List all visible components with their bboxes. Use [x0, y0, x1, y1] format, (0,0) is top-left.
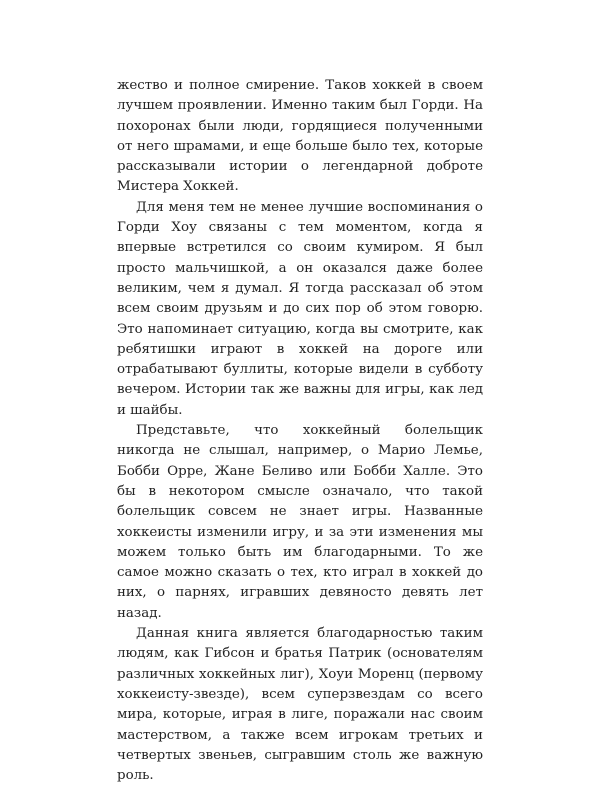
body-text [117, 76, 483, 786]
paragraph-memories: Для меня тем не менее лучшие воспоминания о Горди Хоу связаны с тем моментом, когда я впервые встретился со своим кумиром. Я был просто мальчишкой, а он оказался даже более великим, чем я думал. Я тогда рассказал об этом всем своим друзьям и до сих пор об этом говорю. Это напоминает ситуацию, когда вы смотрите, как ребятишки играют в хоккей на дороге или отрабатывают буллиты, которые видели в субботу вечером. Истории так же важны для игры, как лед и шайбы. [117, 199, 483, 418]
paragraph-imagine: Представьте, что хоккейный болельщик никогда не слышал, например, о Марио Лемье, Бобби Орре, Жане Беливо или Бобби Халле. Это бы в некотором смысле означало, что такой болельщик совсем не знает игры. Названные хоккеисты изменили игру, и за эти изменения мы можем только быть им благодарными. То же самое можно сказать о тех, кто играл в хоккей до них, о парнях, игравших девяносто девять лет назад. [117, 423, 483, 621]
paragraph-continuation: жество и полное смирение. Таков хоккей в своем лучшем проявлении. Именно таким был Горди. На похоронах были люди, гордящиеся полученными от него шрамами, и еще больше было тех, которые рассказывали истории о легендарной доброте Мистера Хоккей. [117, 78, 483, 195]
paragraph-gratitude: Данная книга является благодарностью таким людям, как Гибсон и братья Патрик (основателям различных хоккейных лиг), Хоуи Моренц (первому хоккеисту-звезде), всем суперзвездам со всего мира, которые, играя в лиге, поражали нас своим мастерством, а также всем игрокам третьих и четвертых звеньев, сыгравшим столь же важную роль. [117, 626, 483, 784]
